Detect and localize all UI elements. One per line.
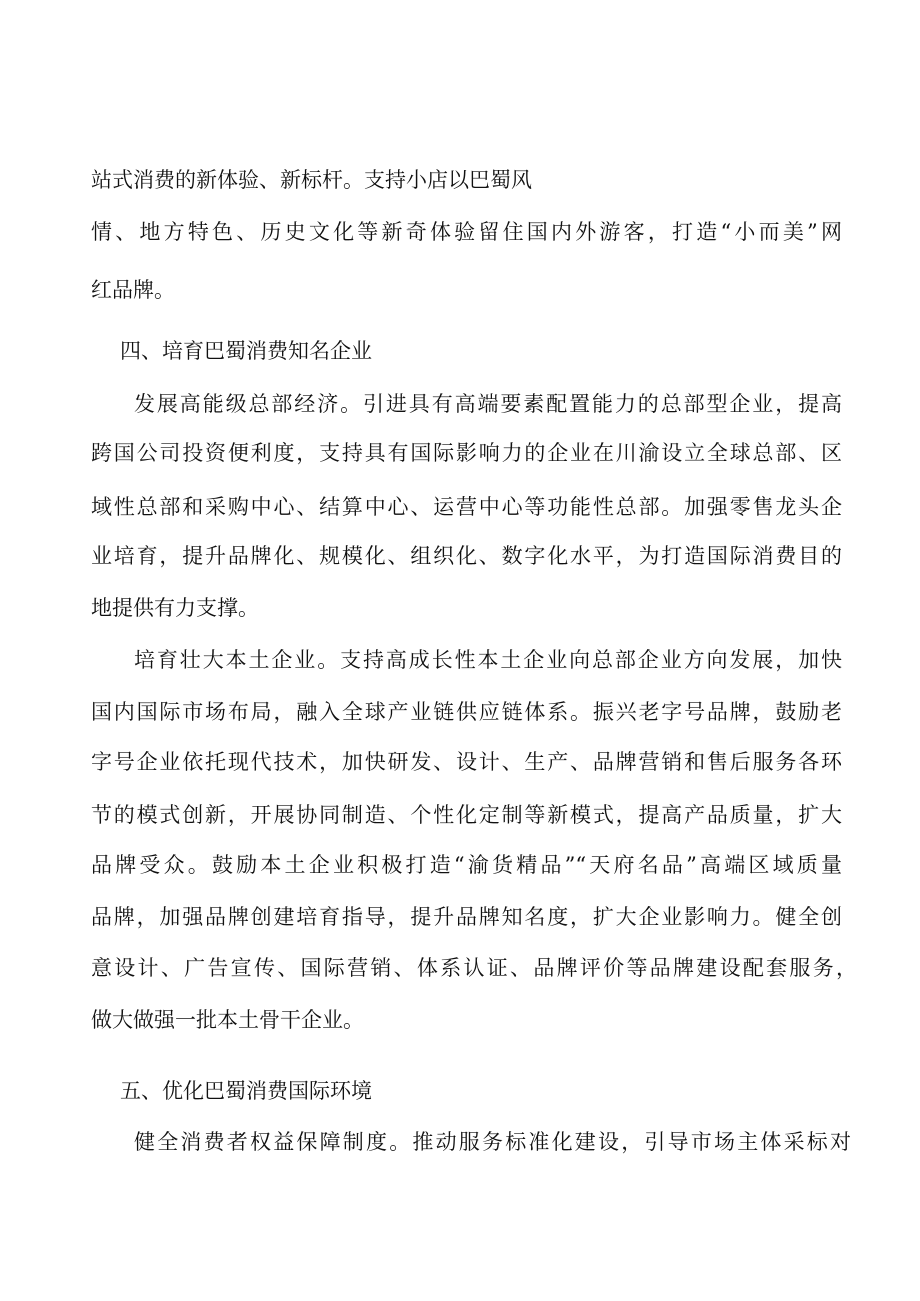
text-line: 红品牌。 bbox=[91, 278, 175, 302]
text-line: 品牌，加强品牌创建培育指导，提升品牌知名度，扩大企业影响力。健全创 bbox=[91, 905, 842, 929]
text-line: 品牌受众。鼓励本土企业积极打造“渝货精品”“天府名品”高端区域质量 bbox=[91, 853, 842, 877]
text-line: 国内国际市场布局，融入全球产业链供应链体系。振兴老字号品牌，鼓励老 bbox=[91, 700, 842, 724]
text-line: 业培育，提升品牌化、规模化、组织化、数字化水平，为打造国际消费目的 bbox=[91, 544, 842, 568]
text-line: 字号企业依托现代技术，加快研发、设计、生产、品牌营销和售后服务各环 bbox=[91, 750, 842, 774]
text-line: 域性总部和采购中心、结算中心、运营中心等功能性总部。加强零售龙头企 bbox=[91, 495, 842, 519]
text-line: 情、地方特色、历史文化等新奇体验留住国内外游客，打造“小而美”网 bbox=[91, 220, 842, 244]
text-line: 节的模式创新，开展协同制造、个性化定制等新模式，提高产品质量，扩大 bbox=[91, 803, 842, 827]
text-line: 地提供有力支撑。 bbox=[91, 596, 259, 620]
text-line: 健全消费者权益保障制度。推动服务标准化建设，引导市场主体采标对 bbox=[134, 1130, 851, 1154]
text-line: 发展高能级总部经济。引进具有高端要素配置能力的总部型企业，提高 bbox=[134, 392, 842, 416]
text-line: 培育壮大本土企业。支持高成长性本土企业向总部企业方向发展，加快 bbox=[134, 648, 842, 672]
section-heading: 五、优化巴蜀消费国际环境 bbox=[120, 1079, 372, 1103]
text-line: 跨国公司投资便利度，支持具有国际影响力的企业在川渝设立全球总部、区 bbox=[91, 441, 842, 465]
text-line: 做大做强一批本土骨干企业。 bbox=[91, 1008, 364, 1032]
section-heading: 四、培育巴蜀消费知名企业 bbox=[120, 339, 372, 363]
text-line: 意设计、广告宣传、国际营销、体系认证、品牌评价等品牌建设配套服务， bbox=[91, 956, 857, 980]
text-line: 站式消费的新体验、新标杆。支持小店以巴蜀风 bbox=[91, 168, 532, 192]
